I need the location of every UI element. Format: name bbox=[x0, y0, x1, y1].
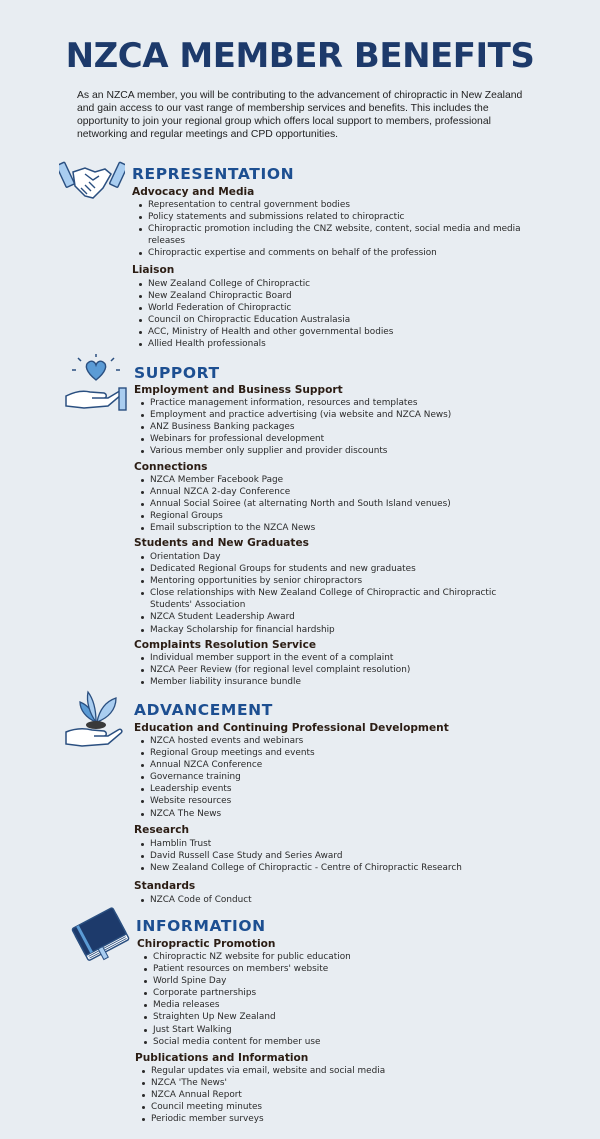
subsection-title: Chiropractic Promotion bbox=[137, 938, 276, 950]
list-item: ACC, Ministry of Health and other governmental bodies bbox=[138, 326, 538, 338]
list-item: ANZ Business Banking packages bbox=[140, 421, 540, 433]
section-heading: ADVANCEMENT bbox=[134, 701, 273, 719]
list-item: Email subscription to the NZCA News bbox=[140, 522, 540, 534]
list-item: Chiropractic expertise and comments on behalf of the profession bbox=[138, 247, 538, 259]
list-item: NZCA Code of Conduct bbox=[140, 894, 540, 906]
list-item: Governance training bbox=[140, 771, 540, 783]
section-heading: REPRESENTATION bbox=[132, 165, 295, 183]
subsection-title: Students and New Graduates bbox=[134, 537, 309, 549]
list-item: Annual NZCA 2-day Conference bbox=[140, 486, 540, 498]
subsection-title: Publications and Information bbox=[135, 1052, 309, 1064]
list-item: Regional Group meetings and events bbox=[140, 747, 540, 759]
benefit-list bbox=[140, 397, 540, 457]
list-item: Corporate partnerships bbox=[143, 987, 543, 999]
list-item: Patient resources on members' website bbox=[143, 963, 543, 975]
list-item: World Federation of Chiropractic bbox=[138, 302, 538, 314]
list-item: New Zealand College of Chiropractic - Centre of Chiropractic Research bbox=[140, 862, 540, 874]
list-item: Periodic member surveys bbox=[141, 1113, 541, 1125]
list-item: Chiropractic NZ website for public education bbox=[143, 951, 543, 963]
page-title: NZCA MEMBER BENEFITS bbox=[65, 36, 535, 76]
list-item: Straighten Up New Zealand bbox=[143, 1011, 543, 1023]
subsection-title: Connections bbox=[134, 461, 208, 473]
list-item: David Russell Case Study and Series Award bbox=[140, 850, 540, 862]
book-icon bbox=[70, 906, 132, 964]
list-item: New Zealand Chiropractic Board bbox=[138, 290, 538, 302]
section-heading: SUPPORT bbox=[134, 364, 220, 382]
list-item: Employment and practice advertising (via website and NZCA News) bbox=[140, 409, 540, 421]
list-item: Media releases bbox=[143, 999, 543, 1011]
list-item: Orientation Day bbox=[140, 551, 540, 563]
list-item: Regional Groups bbox=[140, 510, 540, 522]
benefit-list bbox=[138, 199, 538, 259]
list-item: Annual NZCA Conference bbox=[140, 759, 540, 771]
list-item: NZCA hosted events and webinars bbox=[140, 735, 540, 747]
benefit-list bbox=[140, 735, 540, 820]
list-item: Individual member support in the event of a complaint bbox=[140, 652, 540, 664]
heart-hand-icon bbox=[64, 354, 128, 412]
section-heading: INFORMATION bbox=[136, 917, 266, 935]
subsection-title: Standards bbox=[134, 880, 196, 892]
list-item: Representation to central government bodies bbox=[138, 199, 538, 211]
list-item: Mentoring opportunities by senior chiropractors bbox=[140, 575, 540, 587]
list-item: Council meeting minutes bbox=[141, 1101, 541, 1113]
list-item: New Zealand College of Chiropractic bbox=[138, 278, 538, 290]
benefit-list bbox=[140, 894, 540, 906]
benefit-list bbox=[140, 551, 540, 636]
benefit-list bbox=[140, 474, 540, 534]
benefit-list bbox=[138, 278, 538, 351]
list-item: NZCA Member Facebook Page bbox=[140, 474, 540, 486]
benefit-list bbox=[140, 838, 540, 874]
list-item: Leadership events bbox=[140, 783, 540, 795]
list-item: Hamblin Trust bbox=[140, 838, 540, 850]
list-item: Close relationships with New Zealand College of Chiropractic and Chiropractic Students' Association bbox=[140, 587, 540, 611]
list-item: World Spine Day bbox=[143, 975, 543, 987]
subsection-title: Liaison bbox=[132, 264, 175, 276]
list-item: Social media content for member use bbox=[143, 1036, 543, 1048]
list-item: Webinars for professional development bbox=[140, 433, 540, 445]
intro-paragraph: As an NZCA member, you will be contributing to the advancement of chiropractic in New Zealand and gain access to our vast range of membership services and benefits. This includes the opportunity to join your regional group which offers local support to members, professional networking and regular meetings and CPD opportunities. bbox=[77, 90, 523, 140]
list-item: Allied Health professionals bbox=[138, 338, 538, 350]
list-item: NZCA Annual Report bbox=[141, 1089, 541, 1101]
list-item: Dedicated Regional Groups for students and new graduates bbox=[140, 563, 540, 575]
list-item: Just Start Walking bbox=[143, 1024, 543, 1036]
list-item: Council on Chiropractic Education Australasia bbox=[138, 314, 538, 326]
list-item: Website resources bbox=[140, 795, 540, 807]
subsection-title: Advocacy and Media bbox=[132, 186, 255, 198]
plant-hand-icon bbox=[64, 688, 130, 748]
benefit-list bbox=[140, 652, 540, 688]
subsection-title: Employment and Business Support bbox=[134, 384, 343, 396]
list-item: Mackay Scholarship for financial hardship bbox=[140, 624, 540, 636]
benefit-list bbox=[141, 1065, 541, 1125]
benefit-list bbox=[143, 951, 543, 1048]
list-item: NZCA Student Leadership Award bbox=[140, 611, 540, 623]
list-item: Chiropractic promotion including the CNZ website, content, social media and media releases bbox=[138, 223, 538, 247]
list-item: Member liability insurance bundle bbox=[140, 676, 540, 688]
list-item: Policy statements and submissions related to chiropractic bbox=[138, 211, 538, 223]
list-item: Regular updates via email, website and social media bbox=[141, 1065, 541, 1077]
handshake-icon bbox=[59, 160, 125, 206]
list-item: Various member only supplier and provider discounts bbox=[140, 445, 540, 457]
list-item: NZCA 'The News' bbox=[141, 1077, 541, 1089]
list-item: Annual Social Soiree (at alternating North and South Island venues) bbox=[140, 498, 540, 510]
list-item: NZCA Peer Review (for regional level complaint resolution) bbox=[140, 664, 540, 676]
list-item: Practice management information, resources and templates bbox=[140, 397, 540, 409]
subsection-title: Education and Continuing Professional Development bbox=[134, 722, 449, 734]
list-item: NZCA The News bbox=[140, 808, 540, 820]
subsection-title: Research bbox=[134, 824, 190, 836]
subsection-title: Complaints Resolution Service bbox=[134, 639, 317, 651]
